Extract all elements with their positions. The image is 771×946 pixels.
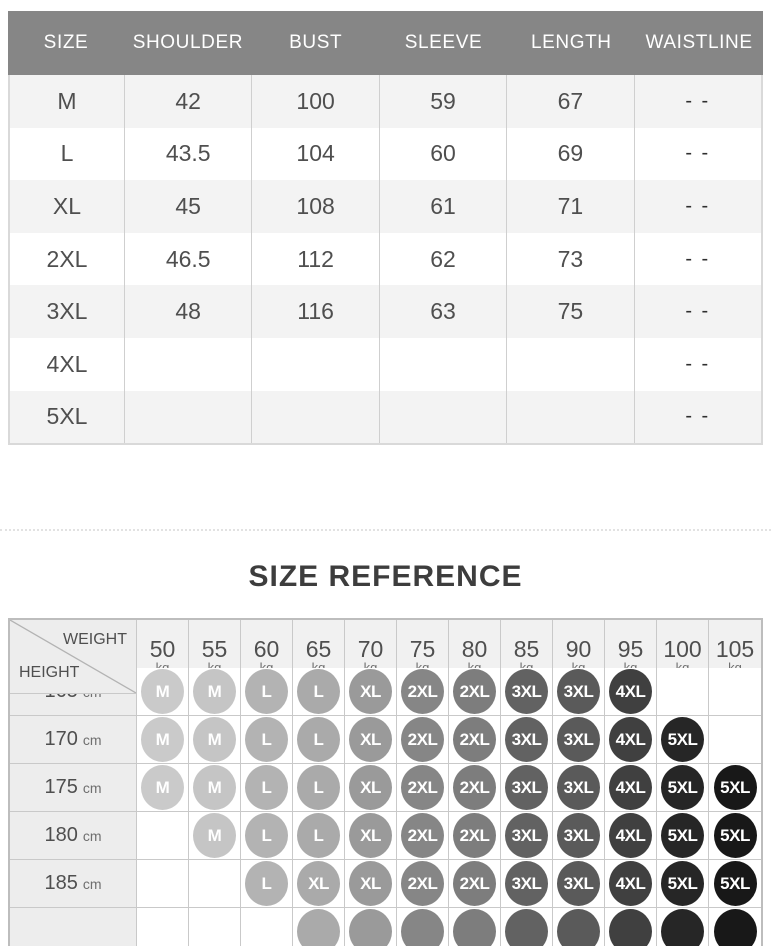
size-matrix-cell (345, 812, 397, 860)
size-badge: M (141, 669, 184, 714)
table-row (10, 233, 761, 286)
size-badge: L (297, 813, 340, 858)
size-matrix-cell (345, 764, 397, 812)
size-badge (714, 909, 757, 946)
size-badge: 2XL (453, 669, 496, 714)
size-matrix-cell (137, 860, 189, 908)
size-matrix-cell (293, 860, 345, 908)
size-badge: L (297, 717, 340, 762)
size-badge: 5XL (661, 861, 704, 906)
size-matrix-cell (605, 764, 657, 812)
weight-value: 70 (357, 636, 384, 663)
size-matrix-cell (449, 716, 501, 764)
size-badge: 4XL (609, 813, 652, 858)
weight-value: 65 (305, 636, 332, 663)
measurement-cell: 43.5 (124, 128, 251, 181)
column-header: LENGTH (530, 32, 612, 53)
measurement-cell: 69 (506, 128, 633, 181)
size-badge: 4XL (609, 669, 652, 714)
measurement-cell: 71 (506, 180, 633, 233)
size-label-cell: L (60, 140, 74, 167)
measurement-cell: 100 (251, 75, 378, 128)
column-header: BUST (289, 32, 343, 53)
measurement-cell: - - (634, 391, 761, 444)
size-badge: 3XL (557, 765, 600, 810)
size-matrix-cell (397, 860, 449, 908)
height-weight-corner-cell (10, 620, 137, 694)
measurement-cell: 42 (124, 75, 251, 128)
size-matrix-cell (657, 860, 709, 908)
height-value: 180 (44, 824, 78, 846)
measurement-cell: 108 (251, 180, 378, 233)
size-badge: M (193, 717, 236, 762)
size-matrix-cell (501, 764, 553, 812)
size-badge: 5XL (661, 765, 704, 810)
size-badge: 3XL (505, 813, 548, 858)
table-row (10, 180, 761, 233)
weight-value: 85 (513, 636, 540, 663)
size-matrix-cell (293, 668, 345, 716)
height-unit: cm (82, 779, 102, 796)
size-matrix-cell (241, 668, 293, 716)
measurement-cell (251, 338, 378, 391)
size-matrix-cell (345, 668, 397, 716)
size-matrix-cell (553, 716, 605, 764)
size-matrix-cell (137, 716, 189, 764)
height-unit: cm (82, 827, 102, 844)
measurement-cell: 104 (251, 128, 378, 181)
size-badge: M (141, 765, 184, 810)
size-label-cell: M (57, 87, 77, 114)
size-matrix-cell (137, 908, 189, 946)
size-badge: 3XL (557, 861, 600, 906)
size-badge: L (245, 765, 288, 810)
size-matrix-cell (709, 860, 761, 908)
measurement-cell: 67 (506, 75, 633, 128)
table-row (10, 391, 761, 444)
measurement-cell (506, 338, 633, 391)
weight-value: 80 (461, 636, 488, 663)
size-badge (661, 909, 704, 946)
size-matrix-cell (605, 668, 657, 716)
size-badge: 2XL (401, 813, 444, 858)
measurement-cell (379, 338, 506, 391)
size-badge: 3XL (505, 717, 548, 762)
size-matrix-cell (293, 908, 345, 946)
size-matrix-cell (553, 860, 605, 908)
height-unit: cm (82, 731, 102, 748)
section-divider (0, 529, 771, 531)
size-matrix-cell (293, 764, 345, 812)
size-badge: 4XL (609, 765, 652, 810)
size-matrix-cell (345, 716, 397, 764)
size-badge: L (297, 669, 340, 714)
size-matrix-cell (189, 668, 241, 716)
size-matrix-cell (241, 764, 293, 812)
height-header-cell (10, 716, 137, 764)
measurement-cell: 75 (506, 285, 633, 338)
size-badge: 5XL (661, 717, 704, 762)
measurement-cell: 46.5 (124, 233, 251, 286)
size-matrix-cell (449, 668, 501, 716)
measurement-cell: 61 (379, 180, 506, 233)
size-matrix-cell (241, 860, 293, 908)
size-badge: L (245, 669, 288, 714)
measurement-cell: 60 (379, 128, 506, 181)
size-matrix-cell (501, 668, 553, 716)
size-matrix-cell (709, 716, 761, 764)
column-header: WAISTLINE (645, 32, 753, 53)
size-matrix-cell (553, 908, 605, 946)
size-badge: 3XL (557, 717, 600, 762)
size-matrix-cell (241, 812, 293, 860)
size-matrix-cell (657, 716, 709, 764)
size-matrix-cell (449, 764, 501, 812)
table-row (10, 75, 761, 128)
weight-value: 75 (409, 636, 436, 663)
size-badge: 3XL (557, 669, 600, 714)
size-badge: L (245, 861, 288, 906)
size-matrix-cell (397, 716, 449, 764)
size-badge: 3XL (505, 669, 548, 714)
size-badge: 2XL (401, 861, 444, 906)
size-matrix-cell (397, 764, 449, 812)
measurement-table-header (8, 11, 763, 75)
size-matrix-cell (605, 716, 657, 764)
measurement-cell (379, 391, 506, 444)
weight-value: 55 (201, 636, 228, 663)
size-badge: 2XL (401, 669, 444, 714)
measurement-cell: 59 (379, 75, 506, 128)
size-matrix-cell (397, 668, 449, 716)
size-badge: M (193, 765, 236, 810)
size-matrix-cell (501, 812, 553, 860)
size-matrix-cell (657, 812, 709, 860)
size-matrix-cell (709, 764, 761, 812)
weight-value: 100 (663, 636, 702, 663)
size-matrix-cell (345, 908, 397, 946)
size-badge: 5XL (714, 861, 757, 906)
table-row (10, 338, 761, 391)
size-matrix-cell (189, 716, 241, 764)
size-matrix-cell (137, 764, 189, 812)
height-axis-label: HEIGHT (19, 664, 80, 681)
size-matrix-cell (709, 668, 761, 716)
weight-value: 50 (149, 636, 176, 663)
measurement-cell (124, 391, 251, 444)
measurement-cell (251, 391, 378, 444)
size-badge: 2XL (401, 717, 444, 762)
weight-axis-label: WEIGHT (63, 631, 127, 648)
size-matrix-cell (605, 860, 657, 908)
size-badge: XL (349, 717, 392, 762)
size-badge (609, 909, 652, 946)
height-unit: cm (82, 875, 102, 892)
measurement-cell: - - (634, 180, 761, 233)
size-badge: 2XL (401, 765, 444, 810)
column-header: SHOULDER (132, 32, 244, 53)
size-matrix-cell (189, 908, 241, 946)
measurement-table-body (8, 75, 763, 445)
size-badge (349, 909, 392, 946)
size-badge: M (141, 717, 184, 762)
size-matrix-cell (709, 812, 761, 860)
size-badge: 4XL (609, 861, 652, 906)
size-matrix-cell (501, 716, 553, 764)
size-matrix-cell (241, 908, 293, 946)
size-badge (453, 909, 496, 946)
measurement-cell: - - (634, 75, 761, 128)
size-badge: 4XL (609, 717, 652, 762)
size-matrix-cell (553, 668, 605, 716)
size-label-cell: XL (52, 192, 82, 219)
size-matrix-cell (189, 812, 241, 860)
measurement-table (8, 11, 763, 445)
weight-value: 105 (715, 636, 755, 663)
measurement-cell: - - (634, 285, 761, 338)
height-header-cell (10, 812, 137, 860)
height-value: 185 (44, 872, 78, 894)
size-badge (505, 909, 548, 946)
size-badge: XL (297, 861, 340, 906)
size-matrix-cell (449, 908, 501, 946)
size-reference-table (8, 618, 763, 946)
size-badge: XL (349, 669, 392, 714)
size-matrix-cell (657, 908, 709, 946)
size-matrix-cell (449, 860, 501, 908)
size-badge: L (245, 813, 288, 858)
size-reference-grid (10, 620, 761, 946)
size-badge: 2XL (453, 813, 496, 858)
size-matrix-cell (293, 812, 345, 860)
size-badge: M (193, 669, 236, 714)
size-matrix-cell (501, 908, 553, 946)
column-header: SLEEVE (404, 32, 483, 53)
height-header-cell (10, 860, 137, 908)
size-badge: 2XL (453, 717, 496, 762)
size-reference-title: SIZE REFERENCE (248, 560, 523, 593)
size-badge: 3XL (505, 765, 548, 810)
size-badge: 3XL (505, 861, 548, 906)
size-badge (401, 909, 444, 946)
weight-value: 60 (253, 636, 280, 663)
measurement-cell: 45 (124, 180, 251, 233)
measurement-cell: 62 (379, 233, 506, 286)
size-badge: XL (349, 861, 392, 906)
size-badge: 3XL (557, 813, 600, 858)
height-value: 170 (44, 728, 78, 750)
size-matrix-cell (657, 764, 709, 812)
size-matrix-cell (189, 764, 241, 812)
size-matrix-cell (293, 716, 345, 764)
table-row (10, 285, 761, 338)
measurement-cell: 63 (379, 285, 506, 338)
measurement-cell: 116 (251, 285, 378, 338)
size-matrix-cell (657, 668, 709, 716)
measurement-cell: - - (634, 233, 761, 286)
size-matrix-cell (137, 668, 189, 716)
height-header-cell (10, 908, 137, 946)
measurement-cell: - - (634, 128, 761, 181)
size-matrix-cell (605, 812, 657, 860)
size-badge: L (245, 717, 288, 762)
size-badge: XL (349, 813, 392, 858)
height-value: 175 (44, 776, 78, 798)
size-matrix-cell (501, 860, 553, 908)
measurement-cell: 73 (506, 233, 633, 286)
size-matrix-cell (345, 860, 397, 908)
size-matrix-cell (397, 812, 449, 860)
size-label-cell: 2XL (46, 245, 88, 272)
weight-value: 90 (565, 636, 592, 663)
size-label-cell: 5XL (46, 403, 88, 430)
column-header: SIZE (43, 32, 89, 53)
size-matrix-cell (189, 860, 241, 908)
size-badge: 2XL (453, 765, 496, 810)
size-badge: 5XL (661, 813, 704, 858)
size-matrix-cell (137, 812, 189, 860)
measurement-cell (506, 391, 633, 444)
size-badge: XL (349, 765, 392, 810)
measurement-cell: 112 (251, 233, 378, 286)
size-badge: 5XL (714, 813, 757, 858)
size-matrix-cell (241, 716, 293, 764)
size-badge: 5XL (714, 765, 757, 810)
size-badge (297, 909, 340, 946)
size-badge: L (297, 765, 340, 810)
size-matrix-cell (605, 908, 657, 946)
size-label-cell: 4XL (46, 350, 88, 377)
measurement-cell: - - (634, 338, 761, 391)
size-label-cell: 3XL (46, 298, 88, 325)
height-header-cell (10, 764, 137, 812)
table-row (10, 128, 761, 181)
measurement-cell: 48 (124, 285, 251, 338)
size-matrix-cell (709, 908, 761, 946)
size-badge: 2XL (453, 861, 496, 906)
size-matrix-cell (397, 908, 449, 946)
size-matrix-cell (449, 812, 501, 860)
size-matrix-cell (553, 764, 605, 812)
size-badge (557, 909, 600, 946)
measurement-cell (124, 338, 251, 391)
weight-value: 95 (617, 636, 644, 663)
size-matrix-cell (553, 812, 605, 860)
size-badge: M (193, 813, 236, 858)
